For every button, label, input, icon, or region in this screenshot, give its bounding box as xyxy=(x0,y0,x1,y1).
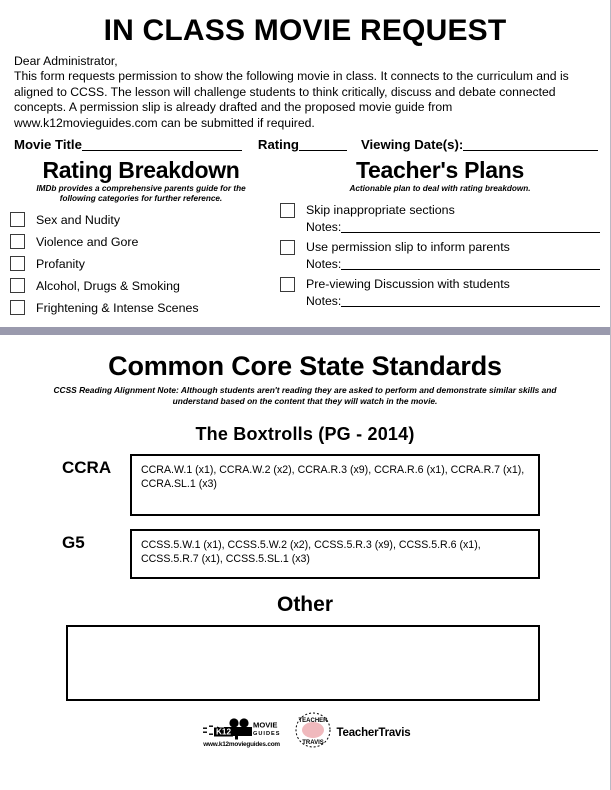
footer xyxy=(0,711,610,754)
notes-label: Notes: xyxy=(306,219,342,234)
rating-breakdown-list xyxy=(10,212,272,315)
rating-input[interactable] xyxy=(299,138,347,151)
checkbox-profanity[interactable] xyxy=(10,256,25,271)
k12-movie-guides-logo xyxy=(200,718,284,748)
teachers-plan-row[interactable] xyxy=(280,240,600,255)
teachers-plan-item xyxy=(280,277,600,308)
teachers-plan-label: Pre-viewing Discussion with students xyxy=(306,277,510,292)
checkbox-pre-viewing-discussion[interactable] xyxy=(280,277,295,292)
standards-row-g5 xyxy=(0,529,610,579)
notes-input-permission-slip[interactable] xyxy=(341,258,600,270)
standards-box-ccra[interactable]: CCRA.W.1 (x1), CCRA.W.2 (x2), CCRA.R.3 (x9), CCRA.R.6 (x1), CCRA.R.7 (x1), CCRA.SL.1 (x3) xyxy=(130,454,540,516)
intro-block xyxy=(0,54,610,131)
rating-item-label: Violence and Gore xyxy=(36,234,139,249)
rating-item-label: Sex and Nudity xyxy=(36,212,121,227)
checkbox-frightening-intense-scenes[interactable] xyxy=(10,300,25,315)
standards-key-ccra: CCRA xyxy=(62,458,112,478)
ccss-heading: Common Core State Standards xyxy=(108,351,502,382)
notes-label: Notes: xyxy=(306,293,342,308)
rating-item-label: Profanity xyxy=(36,256,85,271)
teacher-travis-badge-icon xyxy=(294,711,332,754)
checkbox-skip-inappropriate-sections[interactable] xyxy=(280,203,295,218)
svg-text:K12: K12 xyxy=(215,727,231,737)
svg-text:TEACHER: TEACHER xyxy=(298,718,328,725)
teachers-plans-heading: Teacher's Plans xyxy=(355,157,525,184)
teachers-plan-item xyxy=(280,240,600,271)
teachers-plan-row[interactable] xyxy=(280,203,600,218)
movie-title-input[interactable] xyxy=(82,138,242,151)
rating-breakdown-subtitle: IMDb provides a comprehensive parents guide for the following categories for further reference. xyxy=(36,184,246,203)
standards-row-ccra xyxy=(0,454,610,516)
k12-logo-url: www.k12movieguides.com xyxy=(203,740,280,748)
rating-breakdown-heading: Rating Breakdown xyxy=(42,157,240,184)
checkbox-alcohol-drugs-smoking[interactable] xyxy=(10,278,25,293)
rating-breakdown-item[interactable] xyxy=(10,234,272,249)
teacher-travis-logo xyxy=(294,711,411,754)
rating-breakdown-item[interactable] xyxy=(10,278,272,293)
salutation: Dear Administrator, xyxy=(14,54,118,68)
checkbox-violence-and-gore[interactable] xyxy=(10,234,25,249)
teachers-plans-list xyxy=(280,203,600,308)
teacher-travis-name: TeacherTravis xyxy=(336,726,411,739)
rating-breakdown-item[interactable] xyxy=(10,300,272,315)
teachers-plans-panel xyxy=(272,158,600,314)
rating-breakdown-panel xyxy=(10,158,272,322)
checkbox-use-permission-slip[interactable] xyxy=(280,240,295,255)
movie-title-label: Movie Title xyxy=(14,137,82,153)
teachers-plan-notes-row xyxy=(306,294,600,308)
svg-text:MOVIE: MOVIE xyxy=(252,720,278,730)
other-textarea[interactable] xyxy=(66,625,540,701)
ccss-movie-title: The Boxtrolls (PG - 2014) xyxy=(195,424,415,445)
film-projector-icon xyxy=(200,718,284,740)
section-divider xyxy=(0,327,610,335)
svg-text:GUIDES: GUIDES xyxy=(252,730,280,737)
ccss-alignment-note: CCSS Reading Alignment Note: Although students aren't reading they are asked to perform and demonstrate similar skills and understand based on the content that they will watch in the movie. xyxy=(53,385,557,406)
teachers-plan-label: Skip inappropriate sections xyxy=(306,203,455,218)
svg-text:TRAVIS: TRAVIS xyxy=(301,740,324,747)
notes-label: Notes: xyxy=(306,256,342,271)
rating-item-label: Alcohol, Drugs & Smoking xyxy=(36,278,180,293)
panels-container xyxy=(0,152,610,322)
intro-paragraph: This form requests permission to show the following movie in class. It connects to the curriculum and is aligned to CCSS. The lesson will challenge students to think critically, discuss and debate connected concepts. A permission slip is already drafted and the proposed movie guide from www.k12movieguides.com can be submitted if required. xyxy=(14,69,569,130)
teachers-plan-label: Use permission slip to inform parents xyxy=(306,240,510,255)
page-title: IN CLASS MOVIE REQUEST xyxy=(103,14,507,47)
viewing-dates-input[interactable] xyxy=(463,138,598,151)
checkbox-sex-and-nudity[interactable] xyxy=(10,212,25,227)
teachers-plan-item xyxy=(280,203,600,234)
notes-input-pre-viewing[interactable] xyxy=(341,295,600,307)
teachers-plans-subtitle: Actionable plan to deal with rating breakdown. xyxy=(349,184,531,194)
teachers-plan-notes-row xyxy=(306,220,600,234)
notes-input-skip-sections[interactable] xyxy=(341,221,600,233)
other-heading: Other xyxy=(276,593,333,617)
form-field-row xyxy=(0,131,610,152)
rating-item-label: Frightening & Intense Scenes xyxy=(36,300,199,315)
viewing-dates-label: Viewing Date(s): xyxy=(360,137,464,153)
rating-label: Rating xyxy=(257,137,299,153)
rating-breakdown-item[interactable] xyxy=(10,212,272,227)
teachers-plan-notes-row xyxy=(306,257,600,271)
teachers-plan-row[interactable] xyxy=(280,277,600,292)
rating-breakdown-item[interactable] xyxy=(10,256,272,271)
standards-key-g5: G5 xyxy=(62,533,85,553)
standards-box-g5[interactable]: CCSS.5.W.1 (x1), CCSS.5.W.2 (x2), CCSS.5.R.3 (x9), CCSS.5.R.6 (x1), CCSS.5.R.7 (x1), CCSS.5.SL.1 (x3) xyxy=(130,529,540,579)
